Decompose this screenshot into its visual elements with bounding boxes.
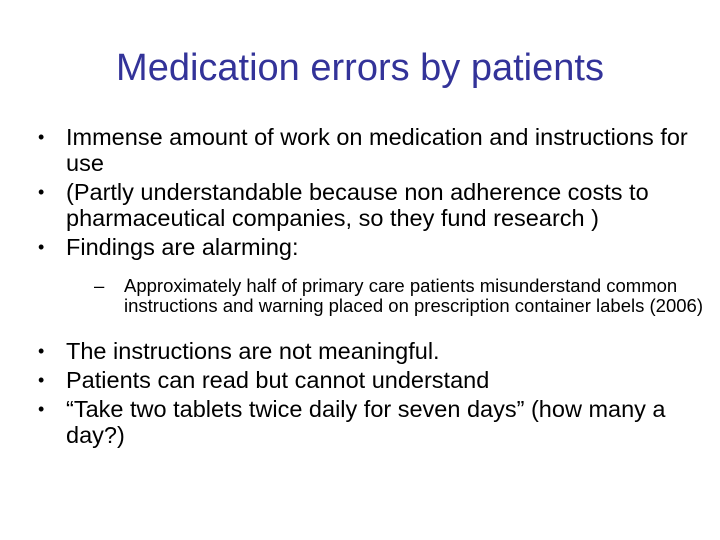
bullet-marker: • bbox=[38, 182, 45, 202]
slide-title: Medication errors by patients bbox=[116, 47, 604, 89]
dash-marker: – bbox=[94, 275, 105, 296]
bullet-text: Immense amount of work on medication and instructions for use bbox=[66, 124, 688, 176]
bullet-marker: • bbox=[38, 127, 45, 147]
bullet-marker: • bbox=[38, 370, 45, 390]
sub-bullet-item bbox=[94, 276, 708, 316]
bullet-item bbox=[38, 396, 708, 448]
bullet-text: “Take two tablets twice daily for seven days” (how many a day?) bbox=[66, 396, 666, 448]
bullet-text: Findings are alarming: bbox=[66, 234, 299, 260]
bullet-marker: • bbox=[38, 399, 45, 419]
bullet-marker: • bbox=[38, 341, 45, 361]
bullet-item bbox=[38, 124, 708, 176]
bullet-text: Patients can read but cannot understand bbox=[66, 367, 490, 393]
bullet-list bbox=[38, 124, 708, 448]
bullet-text: The instructions are not meaningful. bbox=[66, 338, 440, 364]
bullet-item bbox=[38, 367, 708, 393]
bullet-text: (Partly understandable because non adherence costs to pharmaceutical companies, so they fund research ) bbox=[66, 179, 649, 231]
bullet-marker: • bbox=[38, 237, 45, 257]
bullet-item bbox=[38, 234, 708, 260]
bullet-item bbox=[38, 338, 708, 364]
bullet-item bbox=[38, 179, 708, 231]
sub-bullet-text: Approximately half of primary care patients misunderstand common instructions and warning placed on prescription container labels (2006) bbox=[124, 275, 703, 316]
